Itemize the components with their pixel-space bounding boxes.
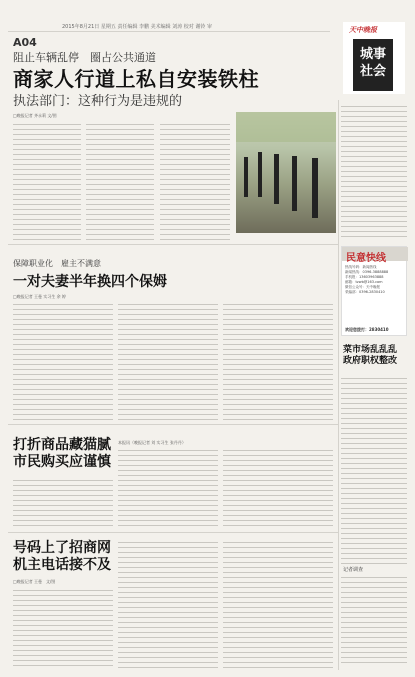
hotline-box [341,246,407,336]
lead-column-1 [13,122,81,240]
sidebar-column-top [341,104,407,239]
bollard [312,158,318,218]
sidebar-section-label-2: 记者调查 [343,567,364,573]
story4-column-3 [223,540,333,668]
story2-column-3 [223,302,333,420]
story2-column-2 [118,302,218,420]
story4-column-1 [13,588,113,668]
lead-kicker: 阻止车辆乱停 圈占公共通道 [13,51,156,64]
date-line: 2015年8月21日 星期五 责任编辑 李鹏 美术编辑 刘涛 校对 谢铃 审 [62,24,212,30]
divider [8,532,338,533]
tree-canopy [236,112,336,142]
lead-byline: □晚报记者 齐永莉 文/图 [13,113,57,118]
hotline-lines [345,265,405,295]
sidebar-headline-line1: 菜市场乱乱乱 [343,345,398,355]
story2-column-1 [13,302,113,420]
story3-headline-line1: 打折商品藏猫腻 [13,437,111,453]
hotline-title: 民意快线 [346,253,386,264]
sidebar-headline-line2: 政府职权整改 [343,356,398,366]
lead-headline: 商家人行道上私自安装铁柱 [13,67,259,91]
story2-kicker: 保障职业化 雇主不满意 [13,259,101,268]
lead-body [13,113,233,119]
sidebar-column-mid [341,376,407,566]
sidebar-headline [343,345,397,367]
lead-photo [236,112,336,233]
bollard [244,157,248,197]
column-separator [338,100,339,670]
section-name-line1: 城事 [359,47,386,62]
hotline-line: 热线号码：新闻热线 [345,265,377,269]
section-name [353,39,393,91]
bollard [292,156,297,211]
lead-column-3 [160,122,230,240]
story4-column-2 [118,540,218,668]
story3-headline-line2: 市民购买应谨慎 [13,454,111,470]
hotline-line: 邮箱：tzwb@163.com [345,280,383,284]
story4-headline-line2: 机主电话接不及 [13,557,111,573]
story4-byline: □晚报记者 王曼 文/图 [13,579,56,584]
section-code: A04 [13,36,37,49]
hotline-sub-banner: 欢迎您拨打：2830410 [345,327,389,332]
story2-headline: 一对夫妻半年换四个保姆 [13,274,167,290]
story3-byline: 本报讯（晚报记者 刘 实习生 张丹丹） [118,440,186,445]
bollard [258,152,262,197]
story3-column-3 [223,448,333,528]
brand-small: 天中晚报 [349,26,377,34]
hotline-line: 新闻热线：0396-3888888 [345,270,389,274]
sidebar-column-bottom [341,575,407,667]
bollard [274,154,279,204]
story3-column-1 [13,478,113,528]
story3-headline [13,437,111,471]
section-name-line2: 社会 [359,64,386,79]
divider [8,424,338,425]
lead-column-2 [86,122,154,240]
story2-byline: □晚报记者 王曼 实习生 余 婷 [13,294,66,299]
story4-headline-line1: 号码上了招商网 [13,540,111,556]
story4-headline [13,540,111,574]
hotline-line: 采编部：0396-2830410 [345,290,385,294]
hotline-line: 微信公众号：天中晚报 [345,285,380,289]
story3-column-2 [118,448,218,528]
top-rule [8,31,330,32]
divider [8,244,338,245]
section-brand-box [343,22,405,94]
hotline-line: 手机报：13603963888 [345,275,384,279]
lead-subhead: 执法部门：这种行为是违规的 [13,94,183,109]
